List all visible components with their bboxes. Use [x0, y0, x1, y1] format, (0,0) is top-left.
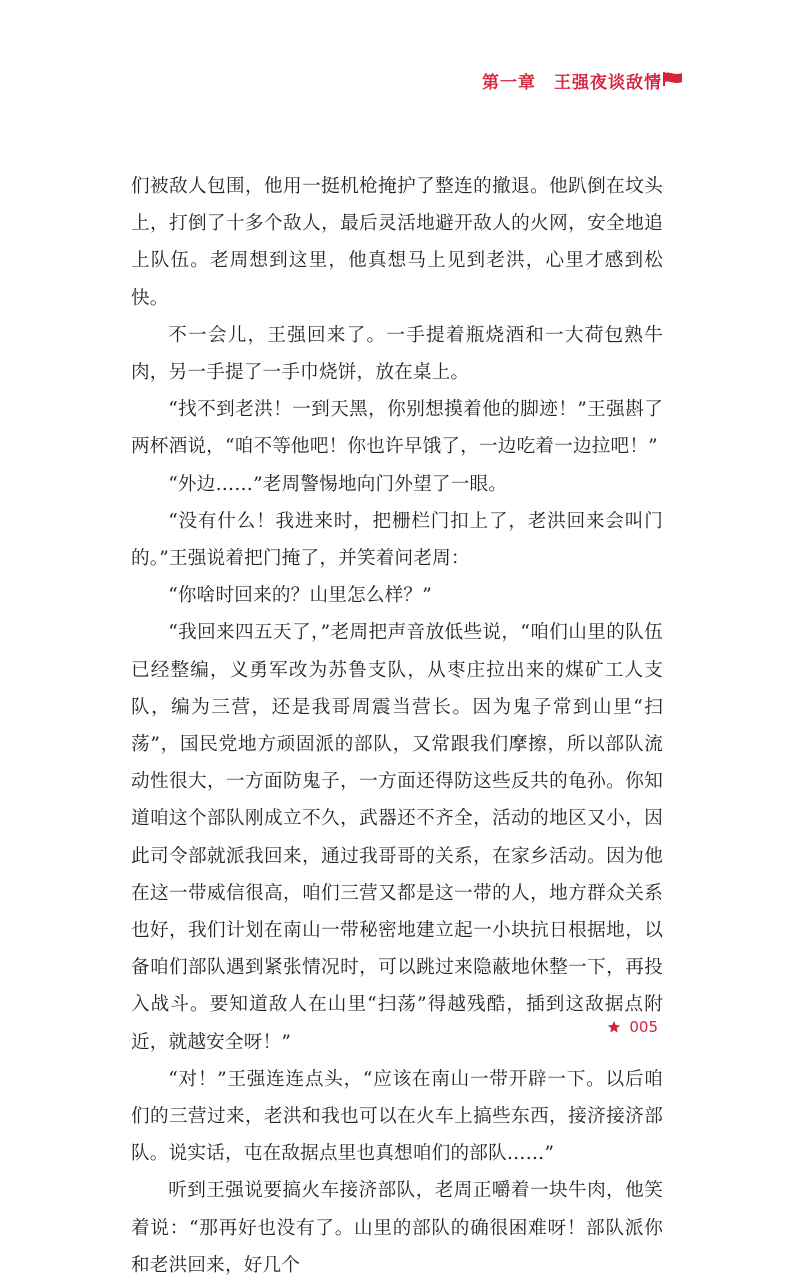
- running-head: [482, 68, 662, 92]
- paragraph: “你啥时回来的？山里怎么样？”: [168, 585, 432, 607]
- body-text: [131, 168, 663, 1284]
- page-footer: [607, 1018, 658, 1036]
- chapter-number: 第一章: [482, 72, 536, 93]
- paragraph: “对！”王强连连点头，“应该在南山一带开辟一下。以后咱们的三营过来，老洪和我也可以在火车上搞些东西，接济接济部队。说实话，屯在敌据点里也真想咱们的部队……”: [131, 1068, 663, 1165]
- paragraph: 们被敌人包围，他用一挺机枪掩护了整连的撤退。他趴倒在坟头上，打倒了十多个敌人，最后灵活地避开敌人的火网，安全地追上队伍。老周想到这里，他真想马上见到老洪，心里才感到松快。: [131, 176, 663, 309]
- paragraph: “我回来四五天了，”老周把声音放低些说，“咱们山里的队伍已经整编，义勇军改为苏鲁支队，从枣庄拉出来的煤矿工人支队，编为三营，还是我哥周震当营长。因为鬼子常到山里“扫荡”，国民党地方顽固派的部队，又常跟我们摩擦，所以部队流动性很大，一方面防鬼子，一方面还得防这些反共的龟孙。你知道咱这个部队刚成立不久，武器还不齐全，活动的地区又小，因此司令部就派我回来，通过我哥哥的关系，在家乡活动。因为他在这一带威信很高，咱们三营又都是这一带的人，地方群众关系也好，我们计划在南山一带秘密地建立起一小块抗日根据地，以备咱们部队遇到紧张情况时，可以跳过来隐蔽地休整一下，再投入战斗。要知道敌人在山里“扫荡”得越残酷，插到这敌据点附近，就越安全呀！”: [131, 622, 663, 1053]
- star-icon: [607, 1020, 621, 1034]
- paragraph: “没有什么！我进来时，把栅栏门扣上了，老洪回来会叫门的。”王强说着把门掩了，并笑着问老周：: [131, 510, 663, 570]
- paragraph: “找不到老洪！一到天黑，你别想摸着他的脚迹！”王强斟了两杯酒说，“咱不等他吧！你也许早饿了，一边吃着一边拉吧！”: [131, 399, 663, 458]
- paragraph: 不一会儿，王强回来了。一手提着瓶烧酒和一大荷包熟牛肉，另一手提了一手巾烧饼，放在桌上。: [131, 324, 663, 384]
- paragraph: “外边……”老周警惕地向门外望了一眼。: [168, 473, 508, 495]
- chapter-title: 王强夜谈敌情: [554, 72, 662, 93]
- paragraph: 听到王强说要搞火车接济部队，老周正嚼着一块牛肉，他笑着说：“那再好也没有了。山里的部队的确很困难呀！部队派你和老洪回来，好几个: [131, 1180, 663, 1276]
- page-number: 005: [629, 1018, 658, 1036]
- flag-icon: [663, 72, 683, 86]
